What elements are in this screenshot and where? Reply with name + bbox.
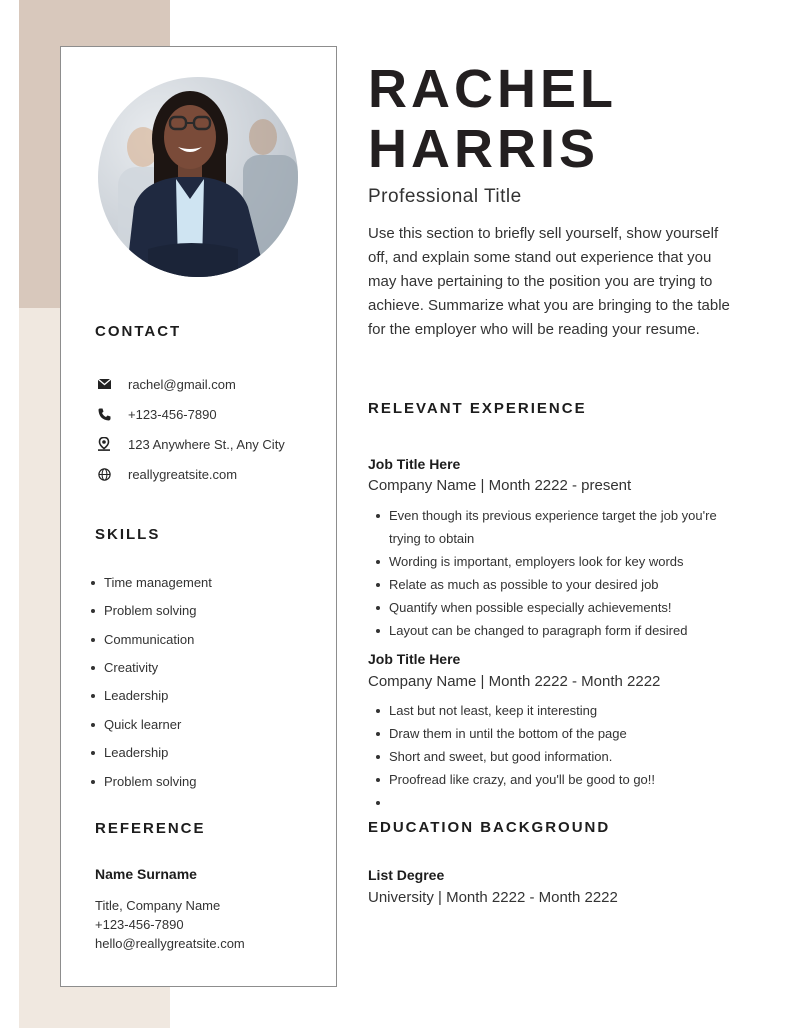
skill-item: Problem solving [91, 774, 197, 789]
job-2-meta: Company Name | Month 2222 - Month 2222 [368, 673, 661, 690]
professional-title: Professional Title [368, 186, 522, 207]
experience-heading: RELEVANT EXPERIENCE [368, 400, 587, 417]
skill-item: Creativity [91, 660, 158, 675]
contact-website[interactable] [95, 464, 237, 484]
contact-heading: CONTACT [95, 323, 182, 340]
skill-item: Communication [91, 632, 194, 647]
contact-phone-text: +123-456-7890 [128, 406, 217, 422]
reference-email[interactable]: hello@reallygreatsite.com [95, 936, 245, 951]
job-1-bullets [376, 504, 736, 642]
left-sidebar-card [60, 46, 337, 987]
list-item: Last but not least, keep it interesting [376, 699, 736, 722]
skill-item: Leadership [91, 688, 168, 703]
skill-item: Quick learner [91, 717, 181, 732]
list-item: Proofread like crazy, and you'll be good to go!! [376, 768, 736, 791]
skill-item: Leadership [91, 745, 168, 760]
list-item: Relate as much as possible to your desired job [376, 573, 736, 596]
name-first: RACHEL [368, 59, 617, 119]
globe-icon [95, 467, 113, 481]
profile-photo [98, 77, 298, 277]
list-item: Draw them in until the bottom of the page [376, 722, 736, 745]
job-2-bullets [376, 699, 736, 791]
contact-email-text: rachel@gmail.com [128, 376, 236, 392]
reference-title: Title, Company Name [95, 898, 221, 913]
list-item: Layout can be changed to paragraph form if desired [376, 619, 736, 642]
education-meta: University | Month 2222 - Month 2222 [368, 889, 618, 906]
location-pin-icon [95, 437, 113, 451]
name-last: HARRIS [368, 119, 600, 179]
reference-phone: +123-456-7890 [95, 917, 184, 932]
contact-email[interactable] [95, 374, 236, 394]
reference-heading: REFERENCE [95, 820, 206, 837]
contact-address-text: 123 Anywhere St., Any City [128, 436, 285, 452]
list-item: Even though its previous experience target the job you're trying to obtain [376, 504, 736, 550]
phone-icon [95, 407, 113, 421]
list-item: Quantify when possible especially achievements! [376, 596, 736, 619]
contact-website-text: reallygreatsite.com [128, 466, 238, 482]
summary-paragraph: Use this section to briefly sell yourself, show yourself off, and explain some stand out experience that you may have pertaining to the position you are trying to achieve. Summarize what you are bringing to the table for the employer who will be reading your resume. [368, 225, 730, 338]
job-1-title: Job Title Here [368, 456, 461, 472]
skills-heading: SKILLS [95, 526, 161, 543]
skill-item: Time management [91, 575, 212, 590]
skill-item: Problem solving [91, 603, 197, 618]
profile-photo-illustration [98, 77, 298, 277]
contact-address[interactable] [95, 434, 285, 454]
mail-icon [95, 377, 113, 391]
reference-name: Name Surname [95, 866, 197, 882]
education-degree: List Degree [368, 867, 445, 883]
education-heading: EDUCATION BACKGROUND [368, 819, 611, 836]
list-item: Wording is important, employers look for key words [376, 550, 736, 573]
contact-phone[interactable] [95, 404, 217, 424]
job-2-title: Job Title Here [368, 651, 461, 667]
job-1-meta: Company Name | Month 2222 - present [368, 477, 632, 494]
list-item: Short and sweet, but good information. [376, 745, 736, 768]
